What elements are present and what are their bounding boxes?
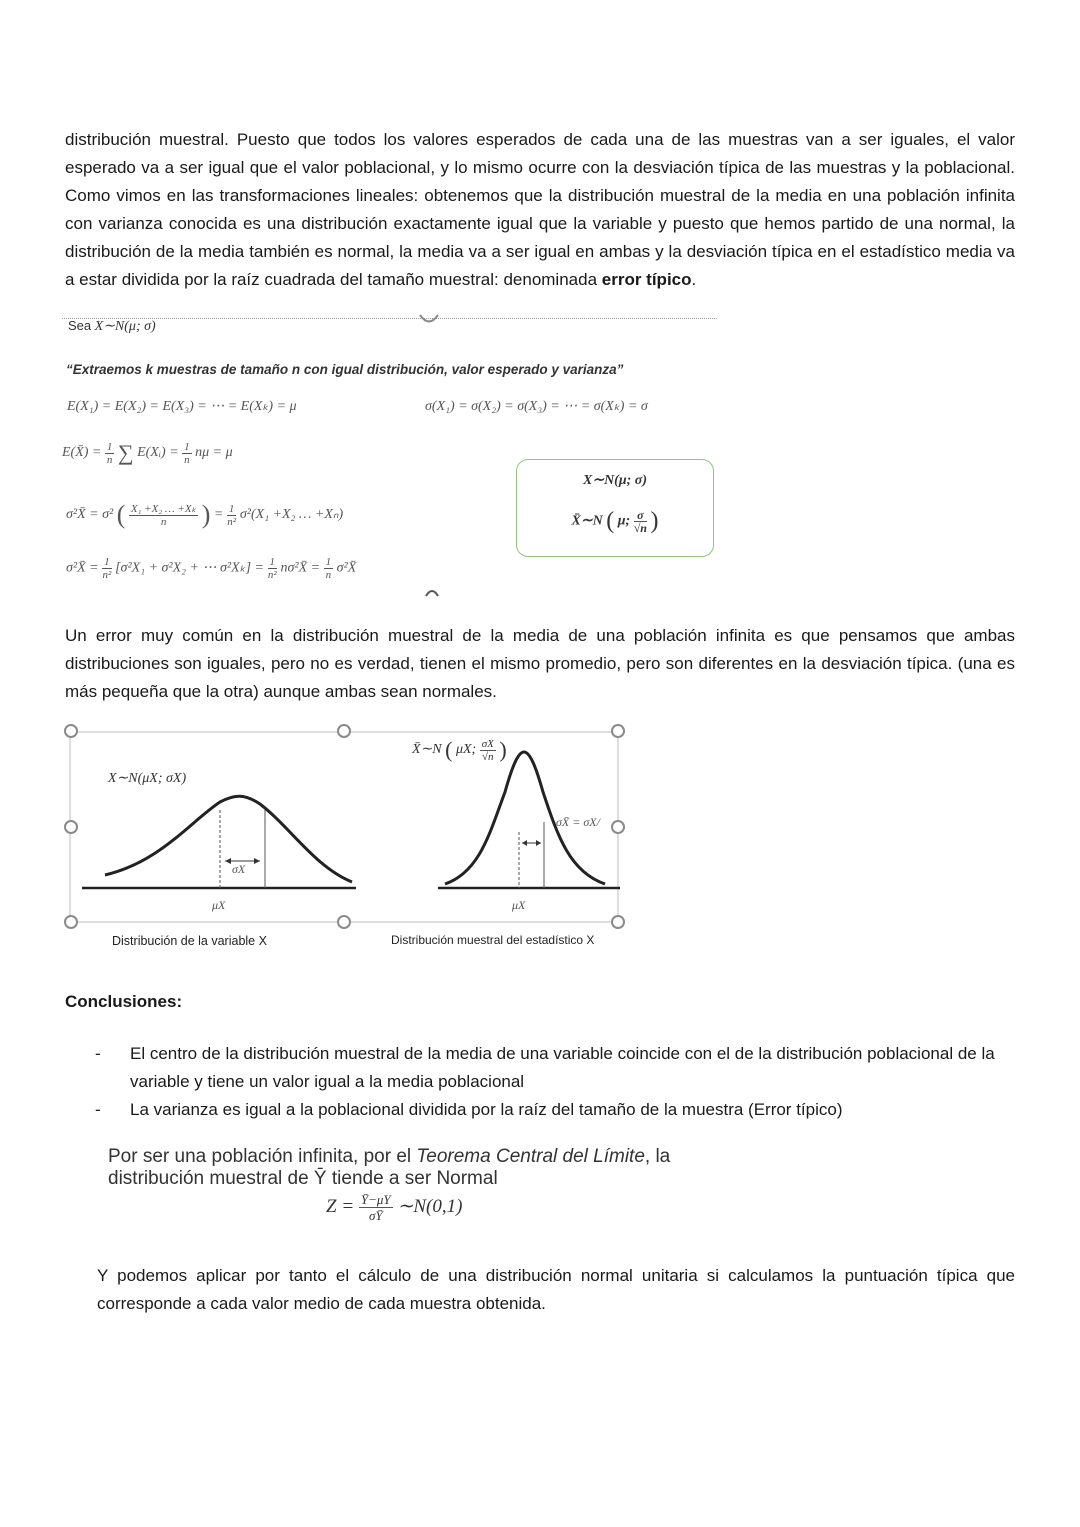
conclusions-heading: Conclusiones: xyxy=(65,992,183,1011)
sampling-quote: “Extraemos k muestras de tamaño n con igual distribución, valor esperado y varianza” xyxy=(66,362,624,377)
summary-box xyxy=(516,459,714,557)
rotate-handle-icon[interactable] xyxy=(417,312,441,326)
sigmas-equation: σ(X₁) = σ(X₂) = σ(X₃) = ⋯ = σ(Xₖ) = σ xyxy=(425,399,648,414)
resize-handle-mid-right[interactable] xyxy=(611,820,625,834)
left-distribution-title: X∼N(μX; σX) xyxy=(108,771,187,786)
sum-symbol: ∑ xyxy=(117,440,134,465)
resize-handle-top-left[interactable] xyxy=(64,724,78,738)
tcl-statement: Por ser una población infinita, por el Teorema Central del Límite, la distribución muestral de Ȳ tiende a ser Normal xyxy=(108,1146,671,1189)
z-formula: Z = $\frac{Ȳ-\mu Y}{\sigma Ȳ}$ ∼N(0,1) xyxy=(326,1192,463,1223)
summary-population: X∼N(μ; σ) xyxy=(583,473,647,488)
left-mu-label: μX xyxy=(212,898,226,912)
closing-paragraph: Y podemos aplicar por tanto el cálculo de una distribución normal unitaria si calculamos la puntuación típica que corresponde a cada valor medio de cada muestra obtenida. xyxy=(97,1266,1015,1313)
rotate-handle-icon[interactable] xyxy=(424,586,440,598)
common-error-paragraph: Un error muy común en la distribución muestral de la media de una población infinita es que pensamos que ambas distribuciones son iguales, pero no es verdad, tienen el mismo promedio, pero son diferentes en la desviación típica. (una es más pequeña que la otra) aunque ambas sean normales. xyxy=(65,626,1015,701)
resize-handle-top-right[interactable] xyxy=(611,724,625,738)
variance-equation-2: σ²X̄ = $\frac{1}{\text{n²}}$ [σ²X₁ + σ²X₂ + ⋯ σ²Xₖ] = $\frac{1}{\text{n²}}$ nσ²X̄ = $\frac{1}{n}$ σ²X̄ xyxy=(66,556,357,581)
list-item: - El centro de la distribución muestral de la media de una variable coincide con el de la distribución poblacional de la variable y tiene un valor igual a la media poblacional xyxy=(95,1040,1020,1096)
left-caption: Distribución de la variable X xyxy=(112,934,267,948)
sea-statement: Sea X∼N(μ; σ) xyxy=(68,318,156,334)
right-distribution-title: X̄∼N ( μX; $\frac{\sigma X}{√n}$ ) xyxy=(412,737,507,763)
expectations-equation: E(X₁) = E(X₂) = E(X₃) = ⋯ = E(Xₖ) = μ xyxy=(67,399,297,414)
derivation-top-rule xyxy=(62,318,717,319)
mean-equation: E(X̄) = $\frac{1}{n}$ ∑ E(Xᵢ) = $\frac{1}{n}$ nμ = μ xyxy=(62,440,233,466)
right-caption: Distribución muestral del estadístico X xyxy=(391,933,595,947)
summary-sample-mean: X̄∼N ( μ; $\frac{\sigma}{√n}$ ) xyxy=(571,508,659,535)
list-item: - La varianza es igual a la poblacional dividida por la raíz del tamaño de la muestra (Error típico) xyxy=(95,1096,1020,1124)
tcl-theorem-name: Teorema Central del Límite xyxy=(416,1146,645,1167)
resize-handle-top-mid[interactable] xyxy=(337,724,351,738)
resize-handle-bottom-left[interactable] xyxy=(64,915,78,929)
conclusions-list xyxy=(95,1040,1020,1124)
resize-handle-bottom-right[interactable] xyxy=(611,915,625,929)
left-sigma-label: σX xyxy=(232,862,246,876)
intro-paragraph: distribución muestral. Puesto que todos los valores esperados de cada una de las muestras van a ser iguales, el valor esperado va a ser igual que el valor poblacional, y lo mismo ocurre con la desviación típica de las muestras y la poblacional. Como vimos en las transformaciones lineales: obtenemos que la distribución muestral de la media en una población infinita con varianza conocida es una distribución exactamente igual que la variable y puesto que hemos partido de una normal, la distribución de la media también es normal, la media va a ser igual en ambas y la desviación típica en el estadístico media va a estar dividida por la raíz cuadrada del tamaño muestral: denominada error típico. xyxy=(65,130,1015,289)
right-mu-label: μX xyxy=(512,898,526,912)
variance-equation-1: σ²X̄ = σ² ( $\frac{\text{X₁ +X₂ … +Xₖ}}{n}$ ) = $\frac{1}{\text{n²}}$ σ²(X₁ +X₂ … +Xₙ) xyxy=(66,500,344,529)
right-sigma-label: σX̄ = σX/ xyxy=(556,815,600,829)
error-tipico-term: error típico xyxy=(601,270,692,289)
resize-handle-mid-left[interactable] xyxy=(64,820,78,834)
resize-handle-bottom-mid[interactable] xyxy=(337,915,351,929)
